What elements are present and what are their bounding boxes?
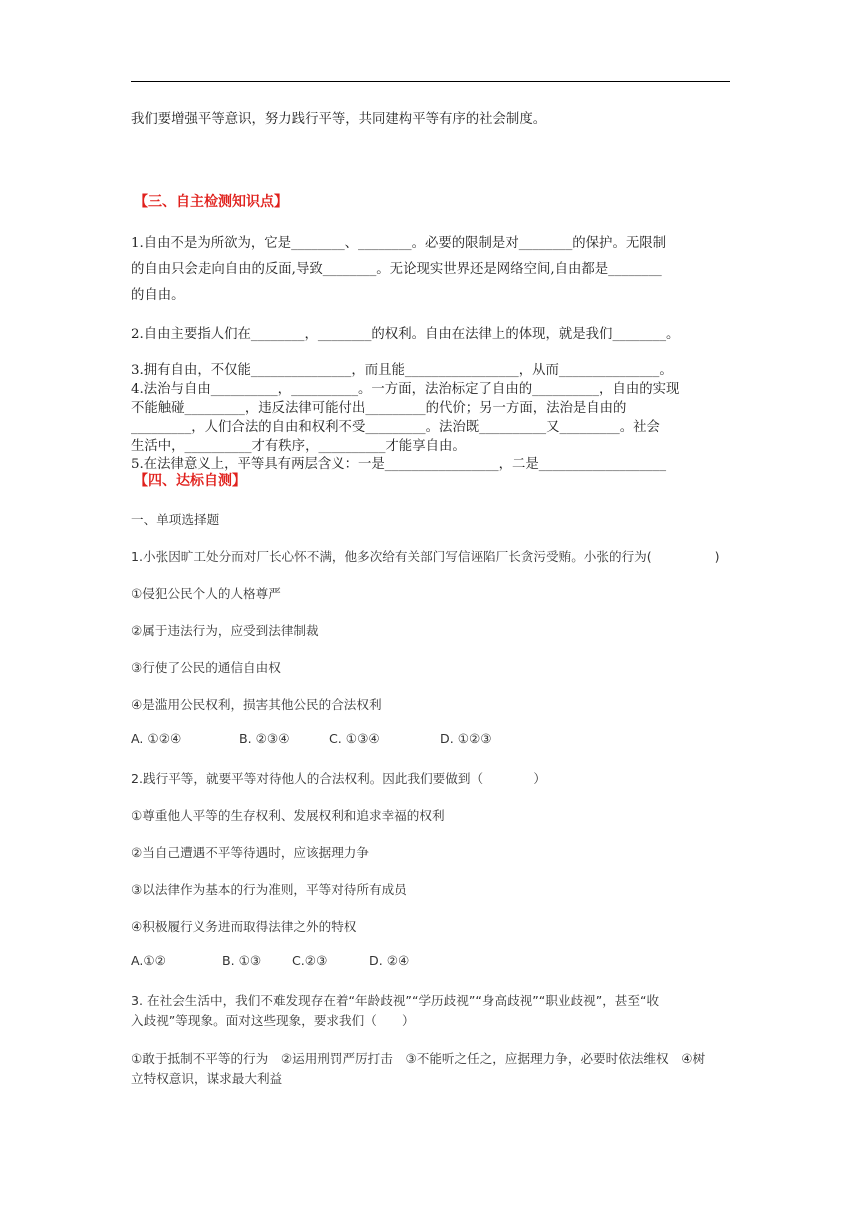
mc-q1-stem: 1.小张因旷工处分而对厂长心怀不满，他多次给有关部门写信诬陷厂长贪污受贿。小张的行为( ) <box>131 549 720 564</box>
header-rule <box>131 81 730 82</box>
mc-q2-item-4: ④积极履行义务进而取得法律之外的特权 <box>131 919 357 934</box>
q4-line-1: 4.法治与自由__________，__________。一方面，法治标定了自由的__________，自由的实现 <box>131 382 680 397</box>
option-a: A.①② <box>131 953 166 968</box>
option-c: C. ①③④ <box>329 731 380 746</box>
q4-line-2: 不能触碰_________，违反法律可能付出_________的代价；另一方面，法治是自由的 <box>131 401 627 416</box>
intro-line: 我们要增强平等意识，努力践行平等，共同建构平等有序的社会制度。 <box>131 112 547 127</box>
q5-line: 5.在法律意义上，平等具有两层含义：一是_________________，二是___________________ <box>131 457 667 472</box>
q4-line-3: _________，人们合法的自由和权利不受_________。法治既__________又_________。社会 <box>131 420 660 435</box>
q1-line-3: 的自由。 <box>131 288 185 303</box>
mc-q1-item-2: ②属于违法行为，应受到法律制裁 <box>131 623 319 638</box>
mc-q3-items-line-1: ①敢于抵制不平等的行为 ②运用刑罚严厉打击 ③不能听之任之，应据理力争，必要时依法维权 ④树 <box>131 1051 706 1066</box>
mc-q1-item-4: ④是滥用公民权利，损害其他公民的合法权利 <box>131 697 382 712</box>
mc-q1-item-1: ①侵犯公民个人的人格尊严 <box>131 586 281 601</box>
q1-line-2: 的自由只会走向自由的反面,导致________。无论现实世界还是网络空间,自由都是________ <box>131 262 662 277</box>
q3-line: 3.拥有自由，不仅能_______________，而且能_________________，从而_______________。 <box>131 363 673 378</box>
mc-q3-stem-line-1: 3. 在社会生活中，我们不难发现存在着“年龄歧视”“学历歧视”“身高歧视”“职业歧视”，甚至“收 <box>131 993 660 1008</box>
option-d: D. ②④ <box>369 953 410 968</box>
mc-q2-item-3: ③以法律作为基本的行为准则，平等对待所有成员 <box>131 882 407 897</box>
mc-q3-stem-line-2: 入歧视”等现象。面对这些现象，要求我们（ ） <box>131 1013 415 1028</box>
option-d: D. ①②③ <box>440 731 492 746</box>
mc-q2-options <box>131 953 409 968</box>
mc-q3-items-line-2: 立特权意识，谋求最大利益 <box>131 1071 283 1086</box>
section-4-subheading: 一、单项选择题 <box>131 512 220 527</box>
q1-line-1: 1.自由不是为所欲为，它是________、________。必要的限制是对________的保护。无限制 <box>131 236 667 251</box>
section-4-heading: 【四、达标自测】 <box>134 473 246 489</box>
option-b: B. ①③ <box>222 953 262 968</box>
option-a: A. ①②④ <box>131 731 182 746</box>
option-b: B. ②③④ <box>239 731 290 746</box>
q4-line-4: 生活中，__________才有秩序，__________才能享自由。 <box>131 439 466 454</box>
mc-q2-item-2: ②当自己遭遇不平等待遇时，应该据理力争 <box>131 845 369 860</box>
mc-q1-options <box>131 731 492 746</box>
option-c: C.②③ <box>292 953 328 968</box>
mc-q2-item-1: ①尊重他人平等的生存权利、发展权利和追求幸福的权利 <box>131 808 445 823</box>
q2-line: 2.自由主要指人们在________，________的权利。自由在法律上的体现，就是我们________。 <box>131 327 680 342</box>
section-3-heading: 【三、自主检测知识点】 <box>134 194 288 210</box>
mc-q2-stem: 2.践行平等，就要平等对待他人的合法权利。因此我们要做到（ ） <box>131 771 547 786</box>
mc-q1-item-3: ③行使了公民的通信自由权 <box>131 660 281 675</box>
